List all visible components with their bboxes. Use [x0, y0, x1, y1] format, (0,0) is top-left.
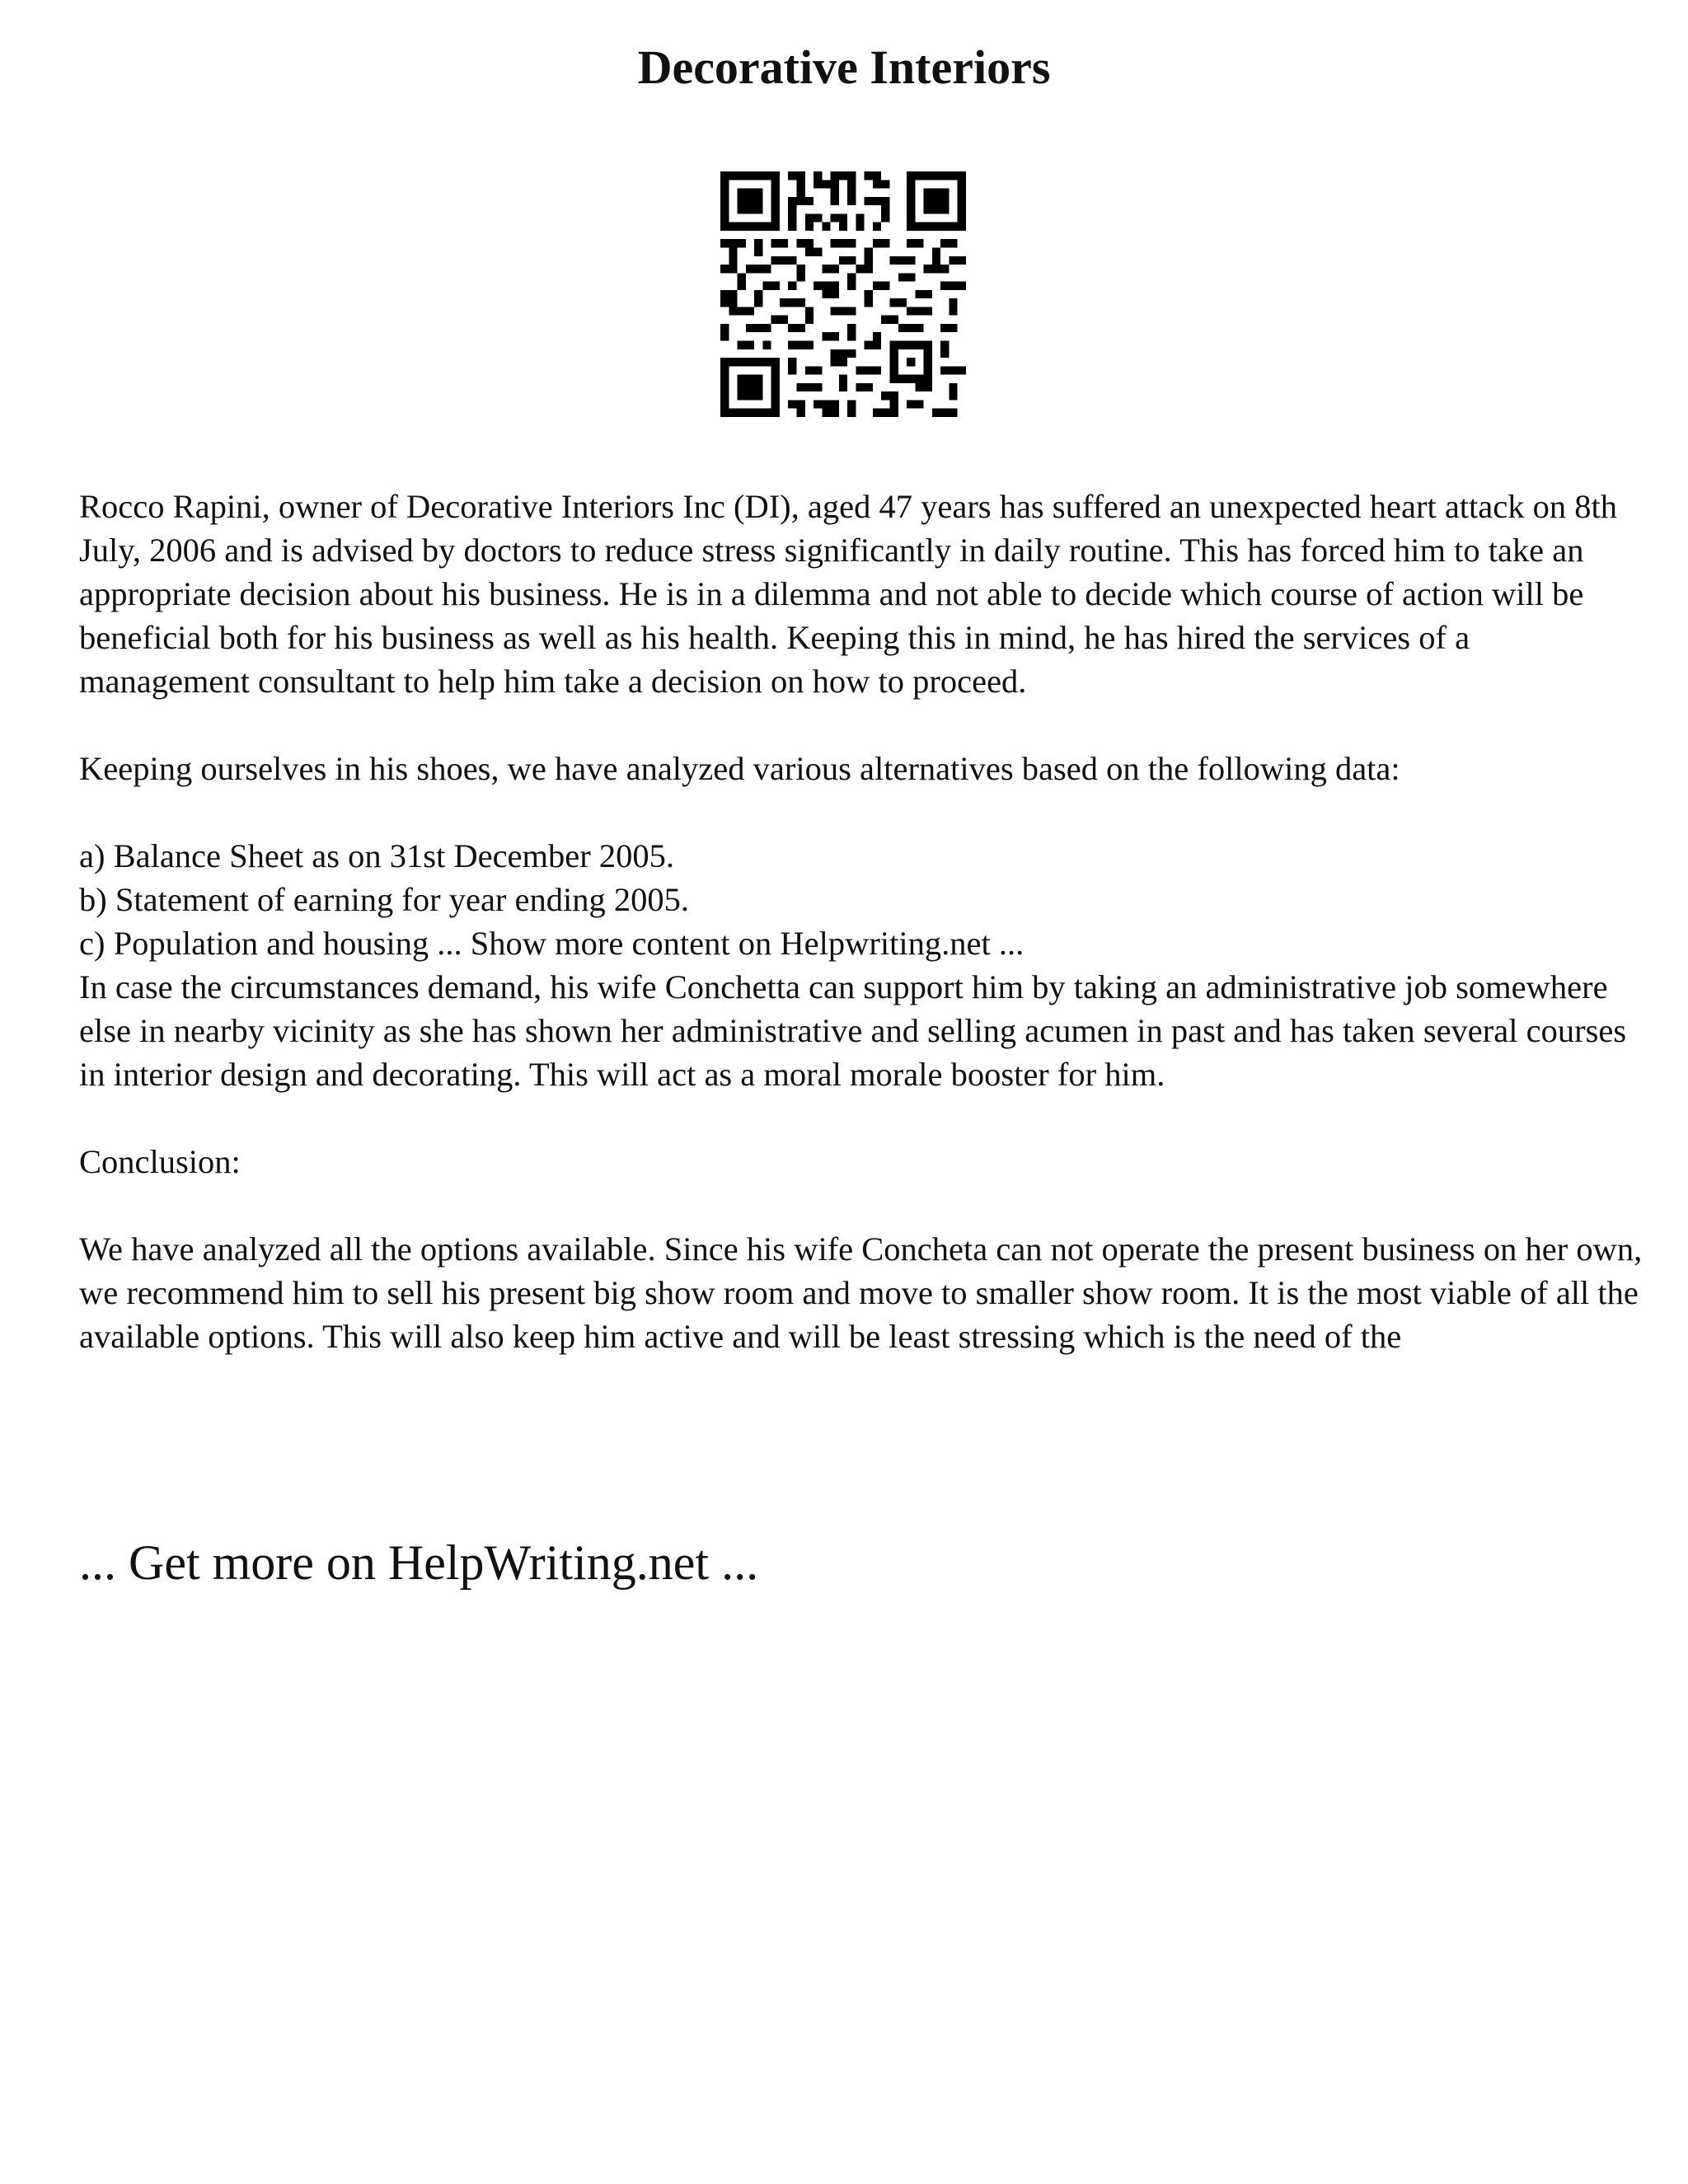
qr-code-icon [720, 171, 966, 417]
conclusion-heading: Conclusion: [79, 1143, 241, 1180]
list-item: b) Statement of earning for year ending 2005. [79, 881, 690, 918]
paragraph-analysis: Keeping ourselves in his shoes, we have analyzed various alternatives based on the following data: [79, 750, 1400, 787]
document-body [79, 485, 1645, 1358]
paragraph-gap [79, 703, 1645, 747]
list-item: c) Population and housing ... Show more content on Helpwriting.net ... [79, 925, 1025, 962]
paragraph-support: In case the circumstances demand, his wife Conchetta can support him by taking an administrative job somewhere else in nearby vicinity as she has shown her administrative and selling acumen in past and has taken several courses in interior design and decorating. This will act as a moral morale booster for him. [79, 968, 1627, 1093]
document-title: Decorative Interiors [637, 40, 1051, 94]
paragraph-gap [79, 790, 1645, 834]
paragraph-gap [79, 1183, 1645, 1227]
list-item: a) Balance Sheet as on 31st December 2005. [79, 837, 674, 874]
paragraph-conclusion: We have analyzed all the options available. Since his wife Concheta can not operate the present business on her own, we recommend him to sell his present big show room and move to smaller show room. It is the most viable of all the available options. This will also keep him active and will be least stressing which is the need of the [79, 1230, 1643, 1355]
get-more-link[interactable]: ... Get more on HelpWriting.net ... [79, 1535, 759, 1590]
paragraph-intro: Rocco Rapini, owner of Decorative Interiors Inc (DI), aged 47 years has suffered an unexpected heart attack on 8th July, 2006 and is advised by doctors to reduce stress significantly in daily routine. This has forced him to take an appropriate decision about his business. He is in a dilemma and not able to decide which course of action will be beneficial both for his business as well as his health. Keeping this in mind, he has hired the services of a management consultant to help him take a decision on how to proceed. [79, 488, 1618, 700]
paragraph-gap [79, 1096, 1645, 1140]
